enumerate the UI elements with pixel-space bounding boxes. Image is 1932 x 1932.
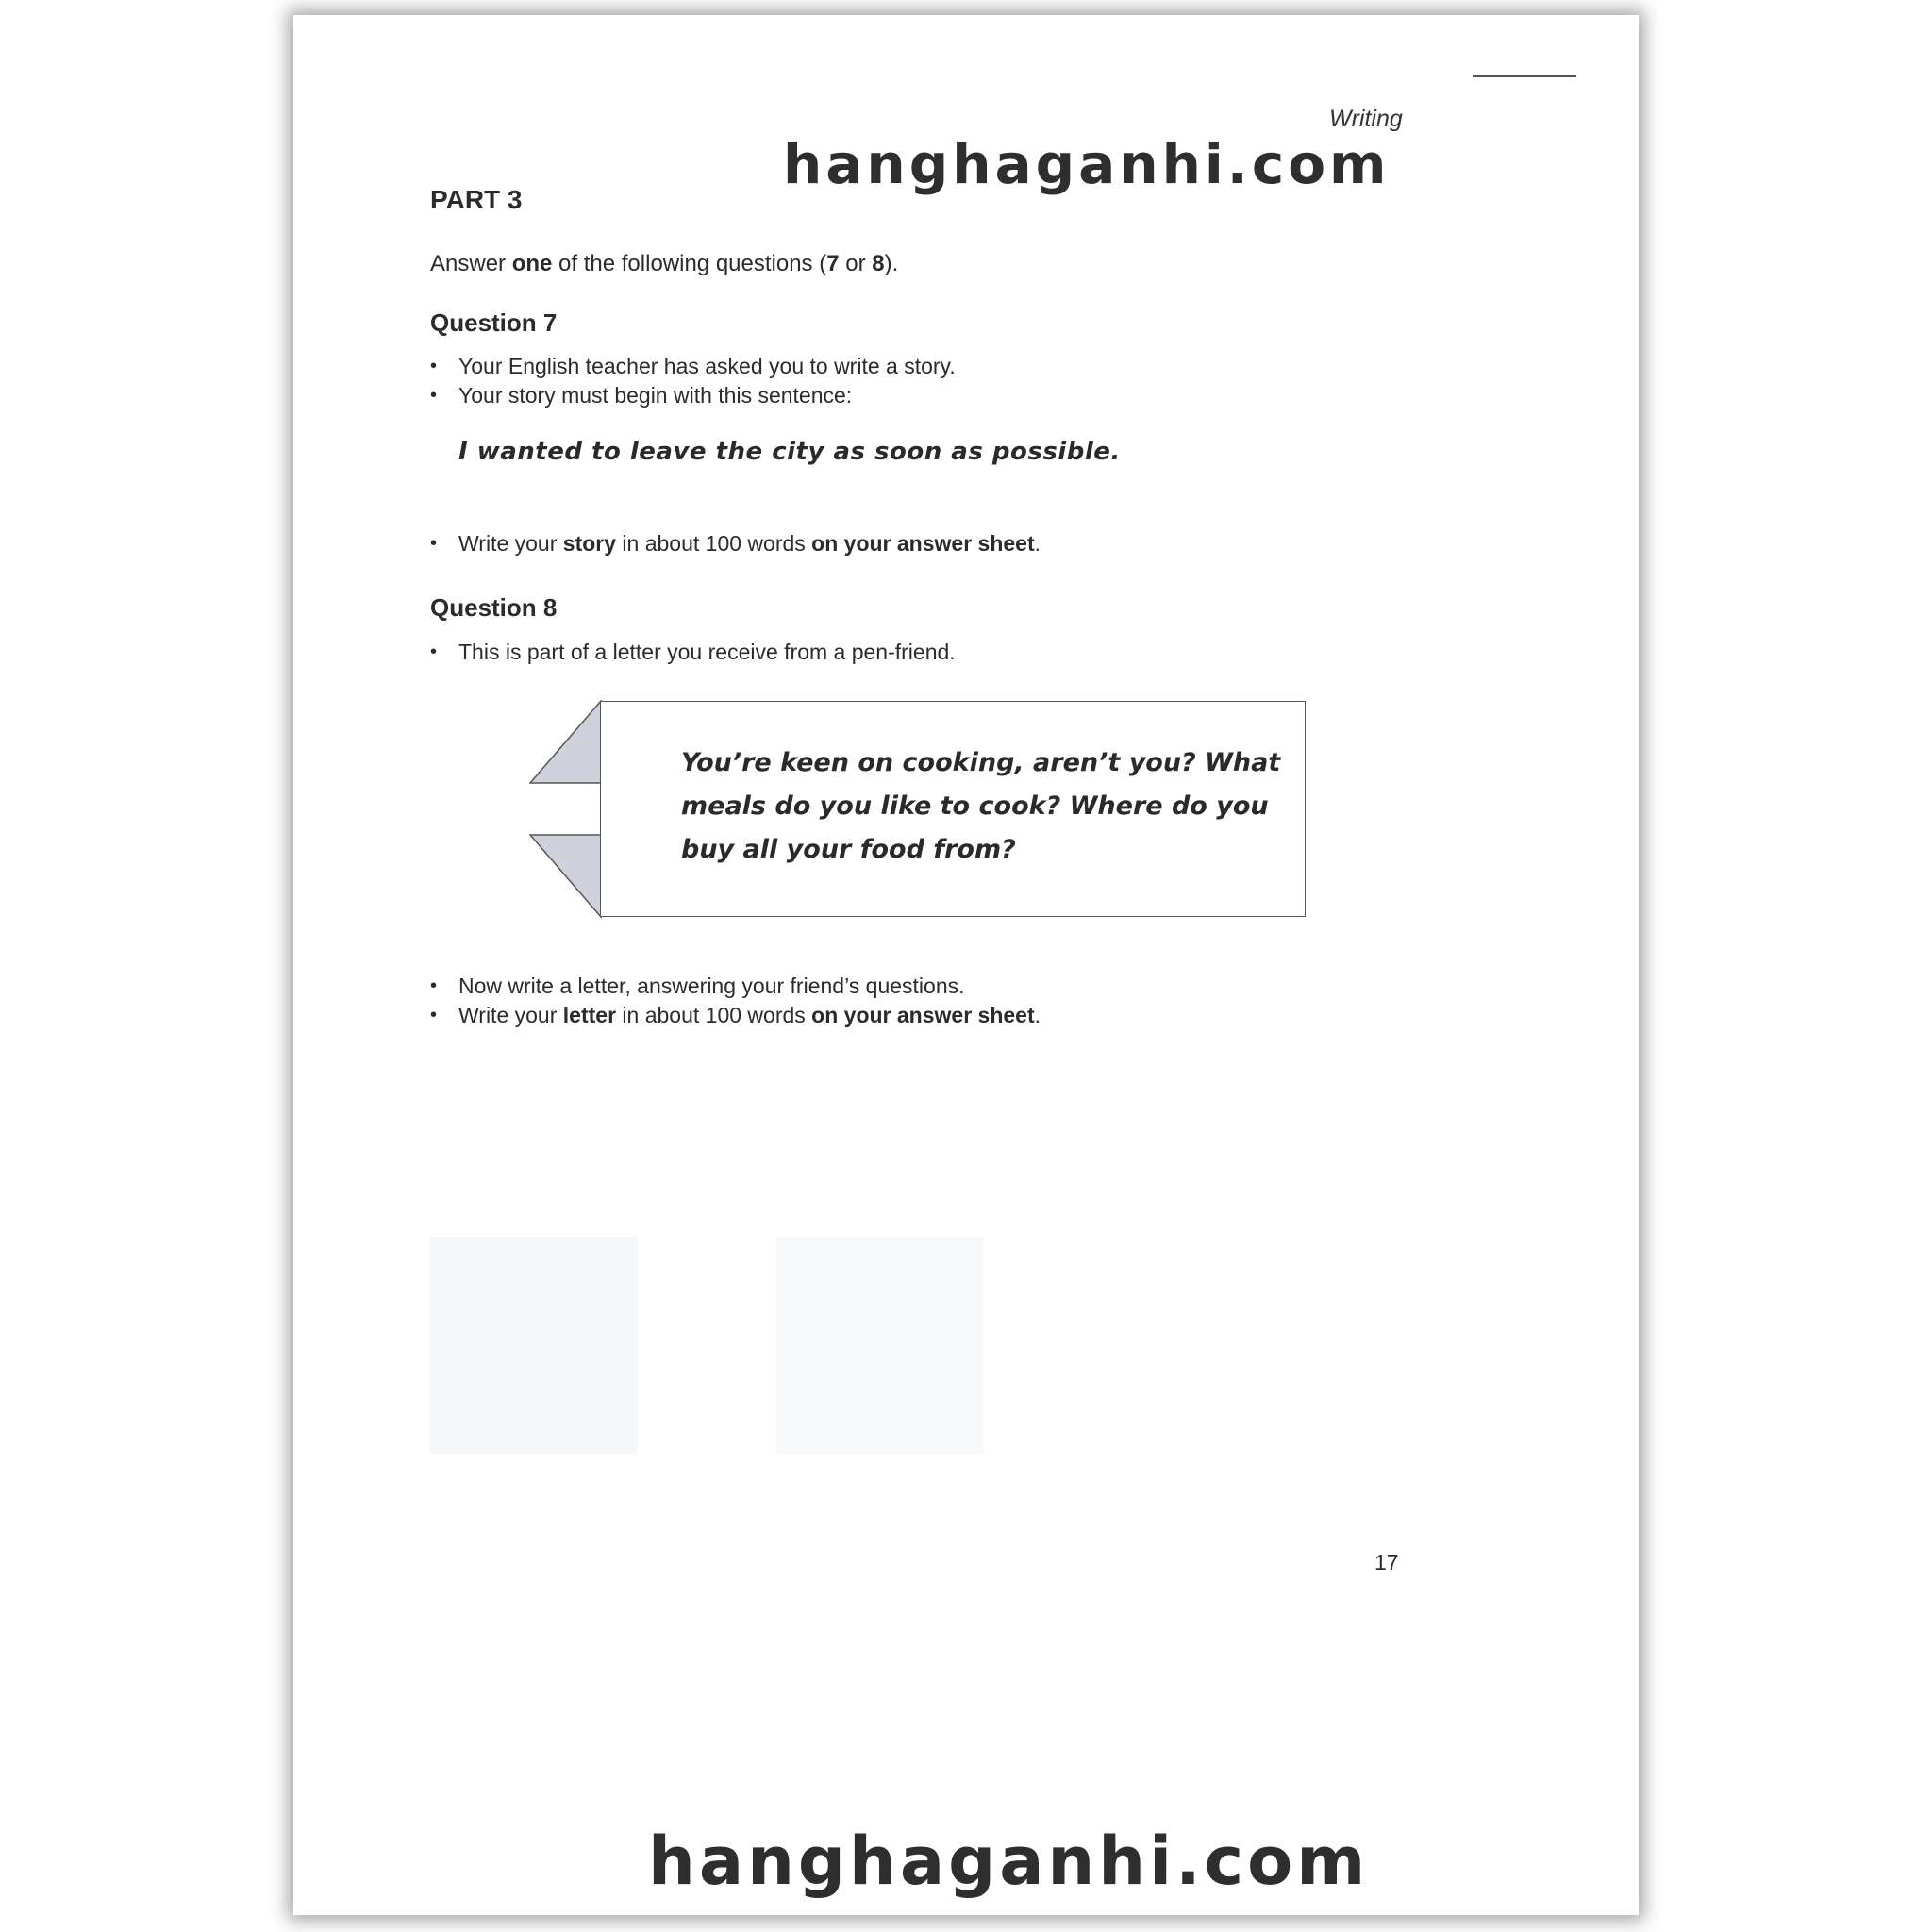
bleed-through-mark xyxy=(430,1237,638,1454)
header-rule xyxy=(1473,75,1576,77)
page-number: 17 xyxy=(1374,1550,1399,1574)
question-8-final-bullets xyxy=(430,972,1041,1030)
part-instruction: Answer one of the following questions (7 or 8). xyxy=(430,251,899,276)
question-7-final-bullet xyxy=(430,529,1041,558)
list-item: • Your story must begin with this sentence: xyxy=(430,381,956,410)
story-opening-sentence: I wanted to leave the city as soon as possible. xyxy=(458,438,1121,466)
question-7-heading: Question 7 xyxy=(430,308,558,337)
question-7-bullets xyxy=(430,352,956,410)
bleed-through-mark xyxy=(776,1237,984,1454)
list-item: • Now write a letter, answering your friend’s questions. xyxy=(430,972,1041,1001)
list-item: • Write your letter in about 100 words on your answer sheet. xyxy=(430,1001,1041,1030)
question-8-bullets xyxy=(430,638,956,667)
list-item: • This is part of a letter you receive from a pen-friend. xyxy=(430,638,956,667)
list-item: • Your English teacher has asked you to write a story. xyxy=(430,352,956,381)
exam-page xyxy=(293,15,1639,1915)
list-item: • Write your story in about 100 words on your answer sheet. xyxy=(430,529,1041,558)
part-title: PART 3 xyxy=(430,185,523,214)
letter-excerpt: You’re keen on cooking, aren’t you? What meals do you like to cook? Where do you buy all your food from? xyxy=(681,748,1281,864)
question-8-heading: Question 8 xyxy=(430,593,558,622)
watermark-top: hanghaganhi.com xyxy=(783,132,1391,196)
running-head: Writing xyxy=(1329,106,1403,132)
watermark-bottom: hanghaganhi.com xyxy=(648,1823,1370,1900)
letter-excerpt-box xyxy=(600,701,1306,917)
